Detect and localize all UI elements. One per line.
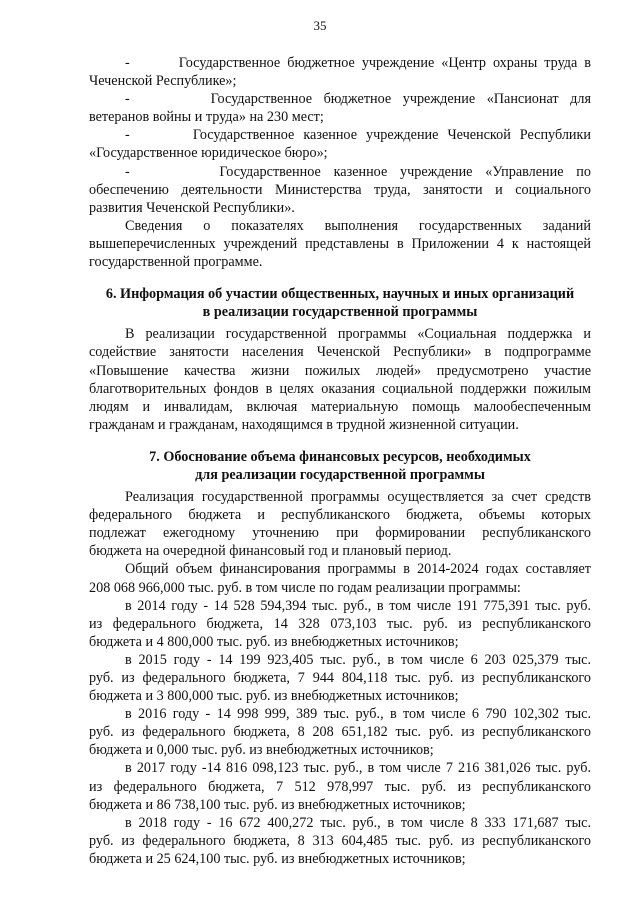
bullet-line: «Государственное юридическое бюро»; [89,145,328,162]
bullet-item [89,126,591,162]
section-7 [89,448,591,868]
year-line: бюджета и 0,000 тыс. руб. из внебюджетных источников; [89,742,434,759]
year-line: бюджета и 3 800,000 тыс. руб. из внебюджетных источников; [89,688,459,705]
year-line: из федерального бюджета, 14 328 073,103 тыс. руб. из республиканского [89,615,591,632]
info-paragraph [89,217,591,271]
year-line: в 2015 году - 14 199 923,405 тыс. руб., в том числе 6 203 025,379 тыс. [125,651,591,668]
paragraph-line: содействие занятости населения Чеченской Республики» в подпрограмме [89,344,591,361]
year-line: из федерального бюджета, 7 512 978,997 тыс. руб. из республиканского [89,778,591,795]
paragraph-line: В реализации государственной программы «Социальная поддержка и [125,326,591,343]
paragraph-line: Сведения о показателях выполнения государственных заданий [125,217,591,234]
bullet-line: обеспечению деятельности Министерства труда, занятости и социального [89,181,591,198]
paragraph-line: Реализация государственной программы осуществляется за счет средств [125,489,591,506]
bullet-item [89,54,591,90]
year-line: руб. из федерального бюджета, 8 208 651,182 тыс. руб. из республиканского [89,724,591,741]
year-line: в 2018 году - 16 672 400,272 тыс. руб., в том числе 8 333 171,687 тыс. [125,814,591,831]
year-line: бюджета и 86 738,100 тыс. руб. из внебюджетных источников; [89,796,466,813]
bullet-line: - Государственное казенное учреждение «Управление по [125,163,591,180]
year-line: бюджета и 25 624,100 тыс. руб. из внебюджетных источников; [89,850,466,867]
bullet-line: ветеранов войны и труда» на 230 мест; [89,109,324,126]
paragraph-line: вышеперечисленных учреждений представлены в Приложении 4 к настоящей [89,235,591,252]
year-line: руб. из федерального бюджета, 8 313 604,485 тыс. руб. из республиканского [89,832,591,849]
paragraph-line: гражданам и гражданам, находящимся в трудной жизненной ситуации. [89,416,519,433]
paragraph-line: бюджета на очередной финансовый год и плановый период. [89,543,452,560]
section-heading: 7. Обоснование объема финансовых ресурсов, необходимых [149,448,531,465]
paragraph-line: 208 068 966,000 тыс. руб. в том числе по годам реализации программы: [89,579,521,596]
section-heading: 6. Информация об участии общественных, научных и иных организаций [105,286,575,303]
section-6 [89,285,591,434]
bullet-line: - Государственное бюджетное учреждение «Пансионат для [125,91,591,108]
paragraph-line: подлежат ежегодному уточнению при формировании республиканского [89,525,591,542]
section-heading: для реализации государственной программы [195,466,485,483]
year-line: в 2014 году - 14 528 594,394 тыс. руб., в том числе 191 775,391 тыс. руб. [125,597,591,614]
section-heading: в реализации государственной программы [202,304,478,321]
year-line: в 2017 году -14 816 098,123 тыс. руб., в том числе 7 216 381,026 тыс. руб. [125,760,591,777]
paragraph-line: людям и инвалидам, включая материальную помощь малообеспеченным [89,398,591,415]
paragraph-line: федерального бюджета и республиканского бюджета, объемы которых [89,507,591,524]
year-line: бюджета и 4 800,000 тыс. руб. из внебюджетных источников; [89,633,459,650]
paragraph-line: благотворительных фондов в целях оказания социальной поддержки пожилым [89,380,591,397]
bullet-item [89,90,591,126]
bullet-line: - Государственное бюджетное учреждение «Центр охраны труда в [125,55,591,71]
bullet-item [89,163,591,217]
paragraph-line: государственной программе. [89,254,263,271]
page-number: 35 [313,18,327,33]
paragraph-line: «Повышение качества жизни пожилых людей» предусмотрено участие [89,362,591,379]
bullet-line: развития Чеченской Республики». [89,199,295,216]
year-line: в 2016 году - 14 998 999, 389 тыс. руб., в том числе 6 790 102,302 тыс. [125,706,591,723]
bullet-line: - Государственное казенное учреждение Чеченской Республики [125,127,591,144]
bullet-line: Чеченской Республике»; [89,73,237,90]
year-line: руб. из федерального бюджета, 7 944 804,118 тыс. руб. из республиканского [89,670,591,686]
paragraph-line: Общий объем финансирования программы в 2014-2024 годах составляет [125,561,591,578]
document-body [89,54,591,868]
